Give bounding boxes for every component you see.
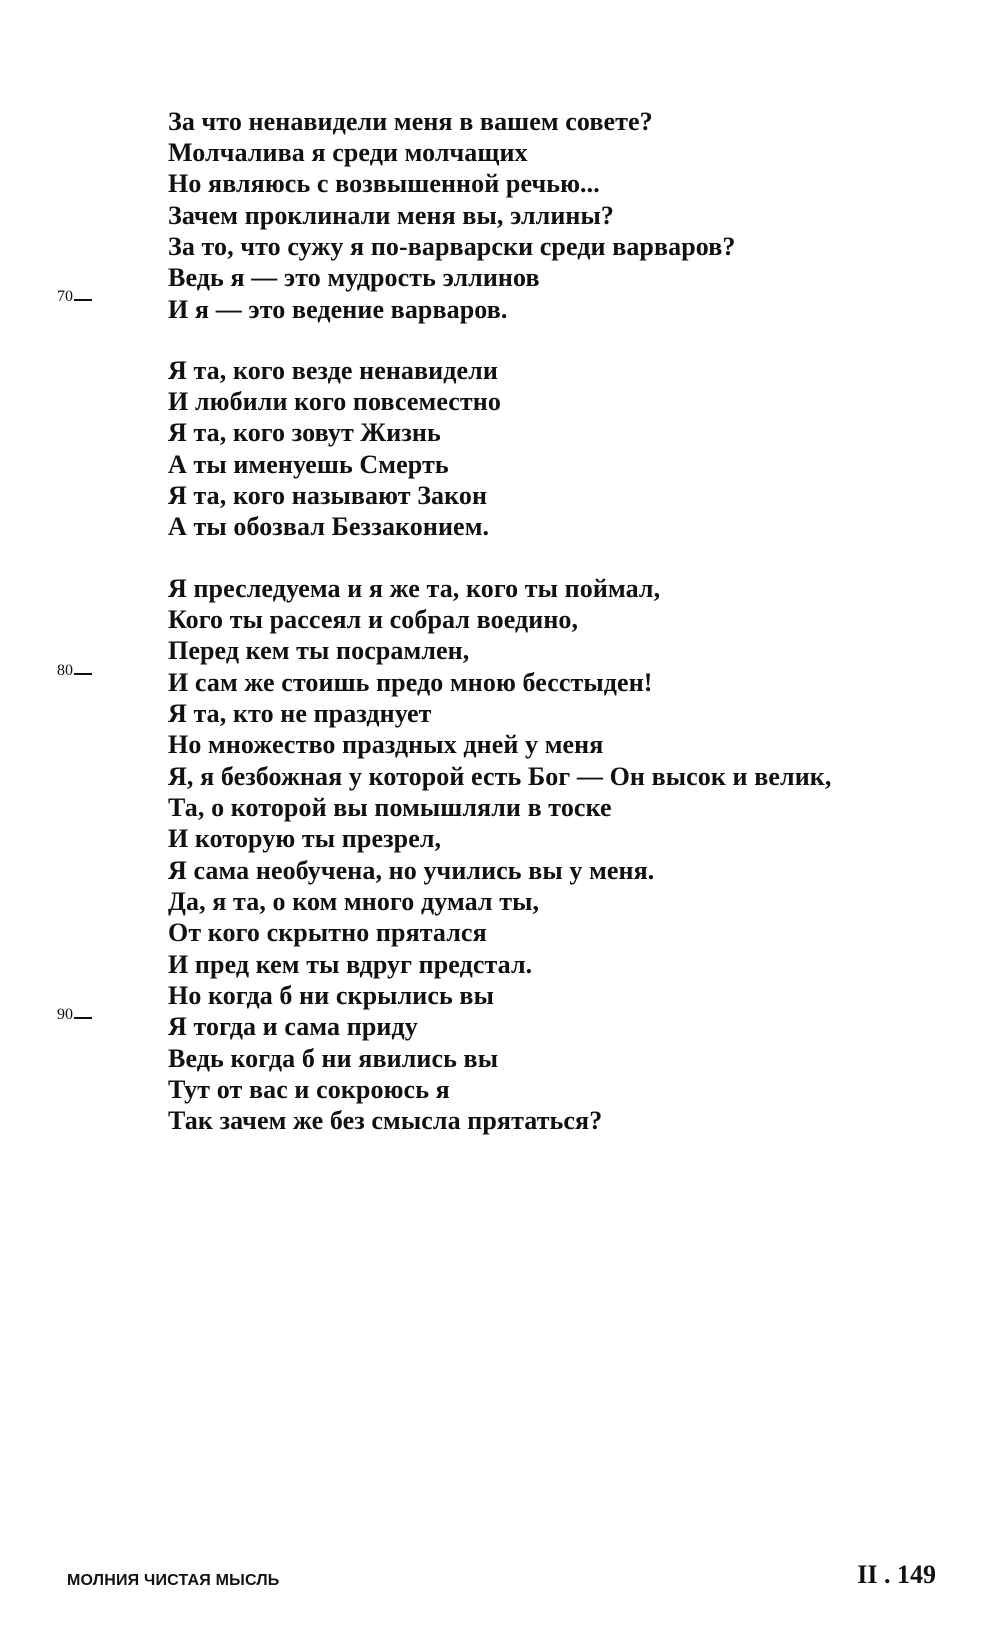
verse-line: А ты именуешь Смерть: [168, 450, 449, 479]
line-number-marker: [57, 1005, 92, 1025]
verse-line: И я — это ведение варваров.: [168, 295, 508, 324]
verse-line: За что ненавидели меня в вашем совете?: [168, 107, 653, 136]
verse-line: Зачем проклинали меня вы, эллины?: [168, 201, 614, 230]
verse-line: Да, я та, о ком много думал ты,: [168, 887, 540, 916]
running-footer-title: МОЛНИЯ ЧИСТАЯ МЫСЛЬ: [67, 1572, 280, 1589]
verse-line: Тут от вас и сокроюсь я: [168, 1075, 450, 1104]
verse-line: Я та, кто не празднует: [168, 699, 432, 728]
marker-tick: [74, 1005, 92, 1019]
verse-line: Молчалива я среди молчащих: [168, 138, 528, 167]
verse-line: Я преследуема и я же та, кого ты поймал,: [168, 574, 661, 603]
verse-line: Я та, кого называют Закон: [168, 481, 488, 510]
line-number: 80: [57, 662, 73, 679]
verse-line: Я, я безбожная у которой есть Бог — Он высок и велик,: [168, 762, 832, 791]
line-number-marker: [57, 661, 92, 681]
marker-tick: [74, 287, 92, 301]
verse-line: От кого скрытно прятался: [168, 918, 487, 947]
line-number-marker: [57, 287, 92, 307]
verse-line: Я тогда и сама приду: [168, 1012, 418, 1041]
verse-line: Ведь я — это мудрость эллинов: [168, 263, 540, 292]
verse-line: Я та, кого везде ненавидели: [168, 356, 498, 385]
verse-line: И которую ты презрел,: [168, 824, 442, 853]
page-number: II . 149: [857, 1560, 936, 1589]
verse-line: Но являюсь с возвышенной речью...: [168, 169, 600, 198]
line-number: 70: [57, 288, 73, 305]
verse-line: А ты обозвал Беззаконием.: [168, 512, 490, 541]
verse-line: Но множество праздных дней у меня: [168, 730, 604, 759]
marker-tick: [74, 661, 92, 675]
verse-line: Кого ты рассеял и собрал воедино,: [168, 605, 579, 634]
verse-line: Так зачем же без смысла прятаться?: [168, 1106, 603, 1135]
verse-line: Ведь когда б ни явились вы: [168, 1044, 499, 1073]
verse-line: Но когда б ни скрылись вы: [168, 981, 494, 1010]
verse-line: И любили кого повсеместно: [168, 387, 501, 416]
verse-line: Перед кем ты посрамлен,: [168, 636, 470, 665]
verse-line: Я та, кого зовут Жизнь: [168, 418, 441, 447]
verse-line: И пред кем ты вдруг предстал.: [168, 950, 533, 979]
verse-line: Я сама необучена, но учились вы у меня.: [168, 856, 655, 885]
line-number: 90: [57, 1006, 73, 1023]
verse-line: И сам же стоишь предо мною бесстыден!: [168, 668, 653, 697]
verse-line: Та, о которой вы помышляли в тоске: [168, 793, 612, 822]
verse-line: За то, что сужу я по-варварски среди варваров?: [168, 232, 736, 261]
